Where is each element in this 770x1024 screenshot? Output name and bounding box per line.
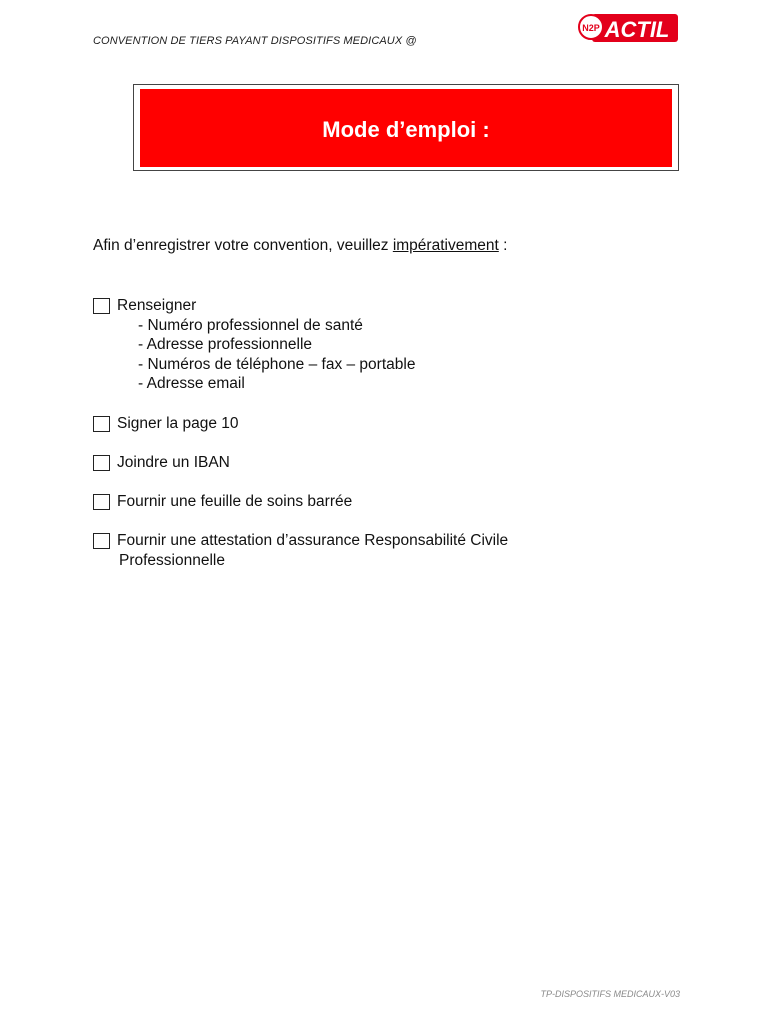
title-banner — [140, 89, 672, 167]
checklist-item-label: Fournir une feuille de soins barrée — [117, 493, 353, 510]
logo-badge: N2P — [582, 23, 600, 33]
document-reference: TP-DISPOSITIFS MEDICAUX-V03 — [540, 989, 680, 999]
actil-logo — [578, 10, 680, 46]
document-header-title: CONVENTION DE TIERS PAYANT DISPOSITIFS MEDICAUX @ — [93, 35, 417, 47]
intro-text: Afin d’enregistrer votre convention, veuillez — [93, 237, 393, 254]
logo-wordmark: ACTIL — [604, 17, 670, 42]
checkbox[interactable] — [93, 298, 110, 314]
checkbox[interactable] — [93, 416, 110, 432]
checkbox[interactable] — [93, 494, 110, 510]
checklist-item-label: Renseigner — [117, 297, 197, 314]
intro-paragraph — [93, 237, 507, 255]
intro-suffix: : — [498, 237, 508, 254]
checklist-item-label: Joindre un IBAN — [117, 454, 230, 471]
intro-emphasis: impérativement — [392, 237, 499, 254]
page-title: Mode d’emploi : — [322, 117, 490, 142]
sub-list — [138, 316, 415, 394]
sub-list-item: - Numéro professionnel de santé — [138, 316, 363, 334]
checkbox[interactable] — [93, 455, 110, 471]
sub-list-item: - Adresse email — [138, 375, 245, 393]
checklist-item-label-continuation: Professionnelle — [119, 551, 225, 569]
checklist-item-label: Signer la page 10 — [117, 415, 239, 432]
sub-list-item: - Adresse professionnelle — [138, 336, 313, 354]
checklist-item-label: Fournir une attestation d’assurance Responsabilité Civile — [117, 532, 509, 549]
sub-list-item: - Numéros de téléphone – fax – portable — [138, 355, 416, 373]
checkbox[interactable] — [93, 533, 110, 549]
